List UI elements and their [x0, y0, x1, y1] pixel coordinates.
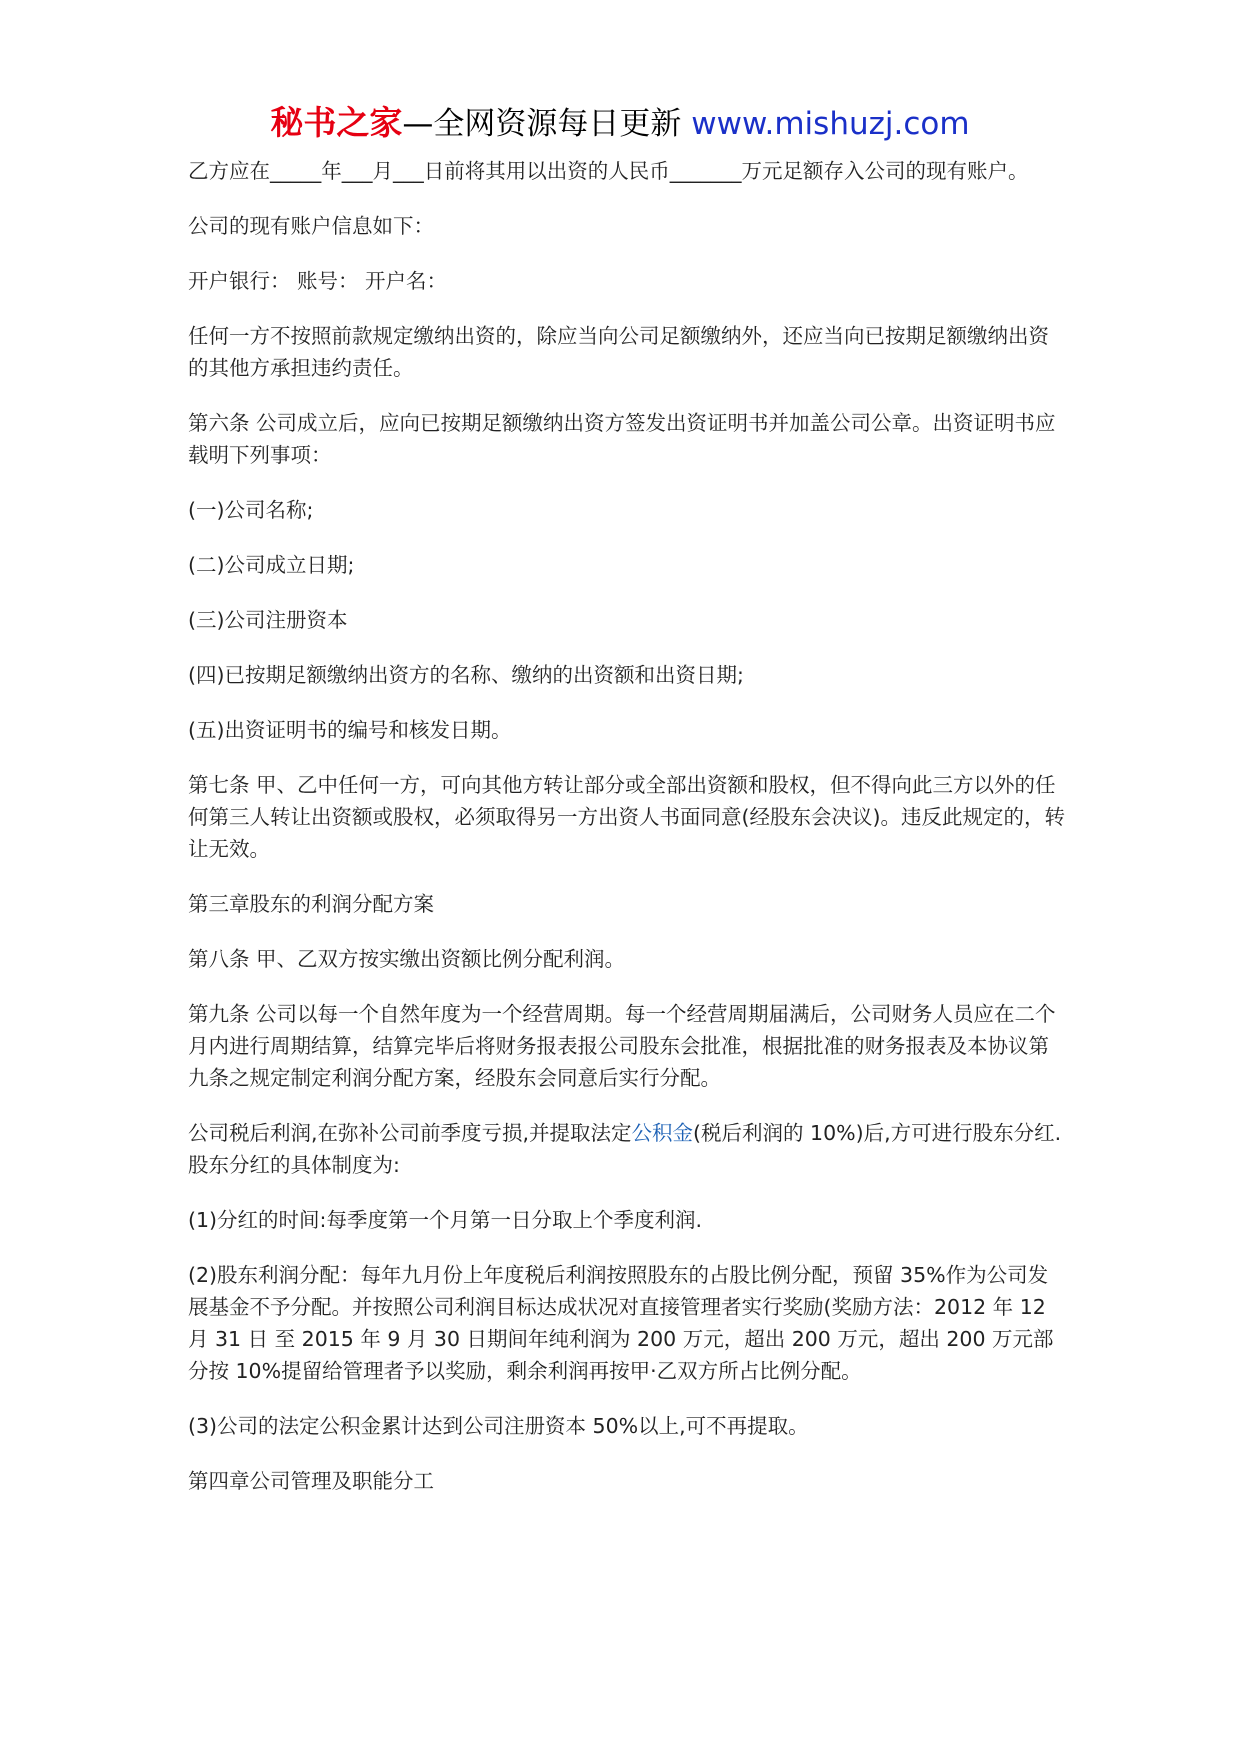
paragraph: (2)股东利润分配：每年九月份上年度税后利润按照股东的占股比例分配，预留 35%作为公司发展基金不予分配。并按照公司利润目标达成状况对直接管理者实行奖励(奖励方法：2012 年 12 月 31 日 至 2015 年 9 月 30 日期间年纯利润为 200 万元，超出 200 万元，超出 200 万元部分按 10%提留给管理者予以奖励，剩余利润再按甲·乙双方所占比例分配。: [188, 1263, 1054, 1383]
profit-text-after: (税后利润的 10%)后,方可进行股东分红.股东分红的具体制度为:: [188, 1121, 1062, 1177]
paragraph: (一)公司名称;: [188, 498, 314, 522]
paragraph: (五)出资证明书的编号和核发日期。: [188, 718, 512, 742]
paragraph: (3)公司的法定公积金累计达到公司注册资本 50%以上,可不再提取。: [188, 1414, 809, 1438]
paragraph: 第七条 甲、乙中任何一方，可向其他方转让部分或全部出资额和股权，但不得向此三方以外的任何第三人转让出资额或股权，必须取得另一方出资人书面同意(经股东会决议)。违反此规定的，转让无效。: [188, 773, 1065, 861]
header-tagline: —全网资源每日更新: [402, 106, 682, 142]
paragraph: (二)公司成立日期;: [188, 553, 355, 577]
paragraph: 第八条 甲、乙双方按实缴出资额比例分配利润。: [188, 947, 626, 971]
brand-name: 秘书之家: [270, 103, 403, 142]
paragraph: 任何一方不按照前款规定缴纳出资的，除应当向公司足额缴纳外，还应当向已按期足额缴纳出资的其他方承担违约责任。: [188, 324, 1049, 380]
chapter-heading: 第四章公司管理及职能分工: [188, 1469, 434, 1493]
document-body: [188, 155, 1068, 1520]
site-url-link[interactable]: www.mishuzj.com: [691, 106, 970, 142]
paragraph: 第九条 公司以每一个自然年度为一个经营周期。每一个经营周期届满后，公司财务人员应在二个月内进行周期结算，结算完毕后将财务报表报公司股东会批准，根据批准的财务报表及本协议第九条之规定制定利润分配方案，经股东会同意后实行分配。: [188, 1002, 1056, 1090]
profit-paragraph: [188, 1117, 1068, 1181]
paragraph: 开户银行： 账号： 开户名：: [188, 269, 448, 293]
paragraph: 乙方应在_____年___月___日前将其用以出资的人民币_______万元足额存入公司的现有账户。: [188, 159, 1029, 183]
reserve-fund-link[interactable]: 公积金: [631, 1121, 694, 1145]
paragraph: (1)分红的时间:每季度第一个月第一日分取上个季度利润.: [188, 1208, 702, 1232]
page-header: [0, 98, 1240, 149]
profit-text-before: 公司税后利润,在弥补公司前季度亏损,并提取法定: [188, 1121, 632, 1145]
paragraph: (三)公司注册资本: [188, 608, 348, 632]
chapter-heading: 第三章股东的利润分配方案: [188, 892, 434, 916]
paragraph: 公司的现有账户信息如下：: [188, 214, 434, 238]
paragraph: 第六条 公司成立后，应向已按期足额缴纳出资方签发出资证明书并加盖公司公章。出资证明书应载明下列事项：: [188, 411, 1056, 467]
paragraph: (四)已按期足额缴纳出资方的名称、缴纳的出资额和出资日期;: [188, 663, 744, 687]
